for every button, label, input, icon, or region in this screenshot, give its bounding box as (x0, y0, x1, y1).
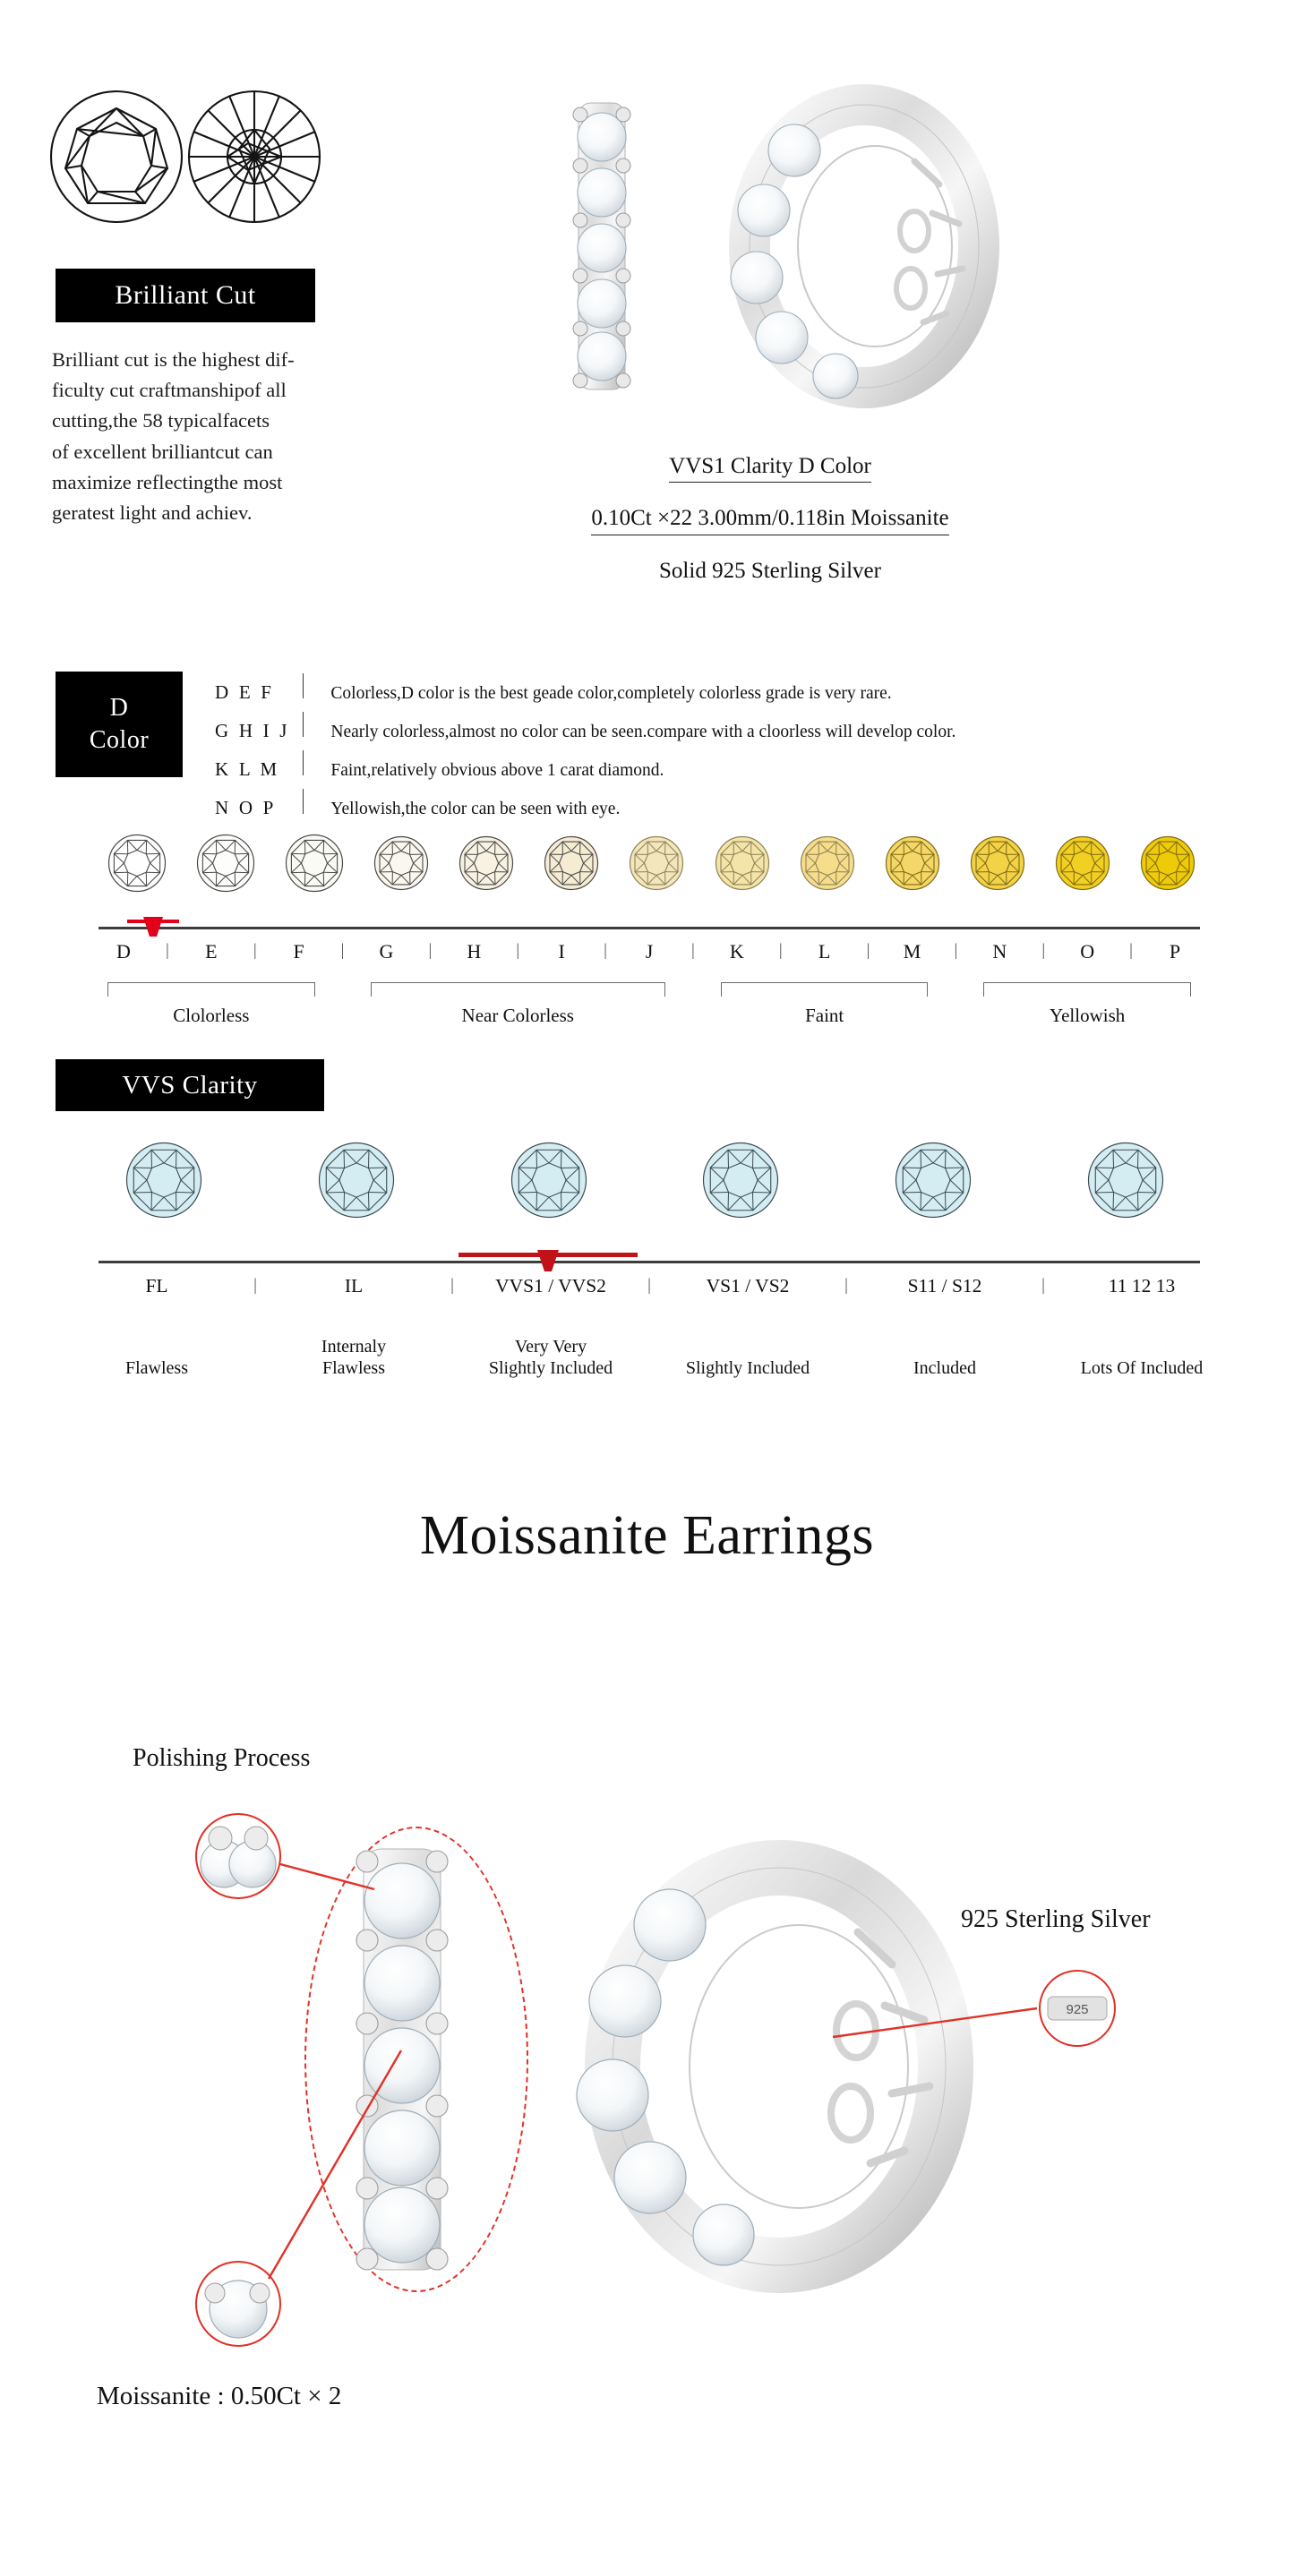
clarity-gem-swatch (895, 1142, 972, 1219)
color-grade-row (215, 750, 1254, 780)
color-scale-letter: M (903, 940, 921, 963)
color-scale-letter: F (293, 940, 304, 963)
color-category-brackets (99, 982, 1200, 1006)
clarity-scale-label: VS1 / VS2 (706, 1275, 790, 1297)
color-grade-code: N O P (215, 797, 277, 818)
clarity-scale-marker (458, 1248, 638, 1275)
brilliant-cut-banner-label: Brilliant Cut (115, 280, 256, 310)
clarity-scale-axis (99, 1261, 1200, 1263)
clarity-descriptions (99, 1336, 1204, 1399)
color-scale-letter: J (645, 940, 654, 963)
round-brilliant-cut-pavilion-view-icon (189, 91, 320, 222)
earring-hoop-view (731, 105, 979, 398)
color-scale-tick: | (253, 941, 257, 960)
color-grade-code: G H I J (215, 720, 290, 741)
callout-prong-detail-bottom (195, 2261, 281, 2347)
brilliant-cut-diagrams (47, 79, 324, 235)
detail-earring-hoop-view (573, 1844, 1003, 2288)
color-scale-tick: | (1129, 941, 1133, 960)
paragraph-line: ficulty cut craftmanshipof all (52, 379, 287, 402)
paragraph-line: of excellent brilliantcut can (52, 440, 273, 463)
color-scale-letter: H (467, 940, 482, 963)
d-color-banner-letter: D (109, 694, 129, 723)
color-gem-swatch (1140, 835, 1195, 891)
clarity-description: Very Very Slightly Included (488, 1337, 613, 1379)
color-scale-axis (99, 927, 1200, 929)
clarity-description: Flawless (125, 1358, 188, 1378)
color-scale-letter: G (379, 940, 394, 963)
color-scale-marker (127, 915, 179, 942)
color-scale-tick: | (340, 941, 345, 960)
color-category-labels (99, 1005, 1200, 1040)
d-color-banner-word: Color (89, 726, 150, 754)
color-grade-description: Faint,relatively obvious above 1 carat diamond. (330, 761, 664, 780)
color-gem-swatch (1055, 835, 1110, 891)
color-scale-letter: L (818, 940, 831, 963)
clarity-scale-tick: | (253, 1276, 257, 1295)
round-brilliant-cut-top-view-icon (51, 91, 182, 222)
color-gem-swatch (800, 835, 855, 891)
vvs-clarity-banner-label: VVS Clarity (122, 1070, 258, 1100)
color-scale-letter: D (116, 940, 131, 963)
svg-text:925: 925 (1066, 2002, 1089, 2017)
sterling-silver-label: 925 Sterling Silver (961, 1905, 1151, 1933)
color-grade-code: K L M (215, 758, 280, 780)
color-grade-row (215, 673, 1254, 703)
clarity-description: Slightly Included (685, 1358, 810, 1378)
color-scale-letter: O (1080, 940, 1095, 963)
brilliant-cut-banner (56, 269, 315, 322)
color-grade-divider (303, 789, 304, 814)
color-grade-description: Yellowish,the color can be seen with eye. (330, 800, 621, 818)
color-scale-tick: | (1041, 941, 1046, 960)
color-scale-tick: | (604, 941, 607, 960)
color-gem-swatch (373, 835, 429, 891)
color-gem-swatch (544, 835, 599, 891)
color-gem-swatch (715, 835, 770, 891)
callout-prong-detail-top (195, 1813, 281, 1899)
color-scale-letter: N (992, 940, 1007, 963)
color-category-label: Clolorless (173, 1005, 250, 1026)
color-scale-letter: K (729, 940, 744, 963)
clarity-scale-labels (99, 1275, 1200, 1311)
color-gem-swatches (107, 831, 1195, 895)
color-category-label: Near Colorless (461, 1005, 574, 1026)
color-scale-tick: | (866, 941, 870, 960)
color-category-bracket (371, 982, 666, 997)
color-grade-divider (303, 673, 304, 698)
color-scale-letter: P (1169, 940, 1181, 963)
vvs-clarity-banner (56, 1059, 324, 1111)
color-scale-tick: | (428, 941, 433, 960)
color-category-bracket (983, 982, 1191, 997)
detail-earring-side-view (337, 1840, 493, 2288)
bottom-caption: Moissanite : 0.50Ct × 2 (97, 2382, 342, 2410)
clarity-gem-swatch (125, 1142, 202, 1219)
clarity-scale-label: VVS1 / VVS2 (495, 1275, 606, 1297)
color-category-bracket (107, 982, 315, 997)
color-gem-swatch (629, 835, 684, 891)
paragraph-line: maximize reflectingthe most (52, 470, 283, 493)
clarity-gem-swatch (1087, 1142, 1164, 1219)
paragraph-line: Brilliant cut is the highest dif- (52, 348, 295, 371)
main-heading: Moissanite Earrings (419, 1505, 875, 1566)
spec-line-material: Solid 925 Sterling Silver (659, 558, 881, 583)
clarity-gem-swatch (510, 1142, 587, 1219)
clarity-scale-tick: | (647, 1276, 651, 1295)
color-scale-letters (99, 940, 1200, 976)
earring-side-view (573, 103, 630, 389)
color-gem-swatch (970, 835, 1025, 891)
color-grade-code: D E F (215, 681, 275, 703)
color-scale-tick: | (166, 941, 169, 960)
color-gem-swatch (285, 834, 344, 893)
color-gem-swatch (196, 834, 255, 893)
color-scale-tick: | (691, 941, 695, 960)
brilliant-cut-paragraph (52, 345, 321, 528)
color-gem-swatch (458, 835, 514, 891)
spec-line-clarity-color: VVS1 Clarity D Color (669, 452, 871, 483)
clarity-scale-tick: | (450, 1276, 454, 1295)
clarity-scale-tick: | (844, 1276, 848, 1295)
color-grade-description: Nearly colorless,almost no color can be seen.compare with a cloorless will develop color. (330, 723, 956, 741)
color-grade-row (215, 789, 1254, 816)
color-grade-table (215, 673, 1254, 827)
color-gem-swatch (107, 834, 167, 893)
clarity-scale-label: 11 12 13 (1108, 1275, 1176, 1297)
spec-line-carat-size: 0.10Ct ×22 3.00mm/0.118in Moissanite (591, 504, 948, 535)
color-grade-divider (303, 750, 304, 775)
polishing-process-label: Polishing Process (133, 1744, 311, 1772)
color-category-label: Yellowish (1050, 1005, 1126, 1026)
hero-earrings-photo (528, 67, 1012, 425)
callout-silver-stamp (1039, 1970, 1116, 2047)
color-grade-description: Colorless,D color is the best geade color,completely colorless grade is very rare. (330, 684, 892, 703)
color-category-label: Faint (805, 1005, 844, 1026)
clarity-scale-tick: | (1041, 1276, 1045, 1295)
clarity-scale-label: S11 / S12 (907, 1275, 982, 1297)
paragraph-line: cutting,the 58 typicalfacets (52, 409, 270, 432)
color-scale-tick: | (778, 941, 783, 960)
color-scale-letter: E (205, 940, 218, 963)
color-category-bracket (721, 982, 929, 997)
clarity-gem-swatch (318, 1142, 395, 1219)
paragraph-line: geratest light and achiev. (52, 501, 253, 524)
product-spec-list (501, 452, 1039, 608)
color-grade-row (215, 712, 1254, 739)
color-scale-tick: | (516, 941, 520, 960)
color-scale-letter: I (558, 940, 565, 963)
color-grade-divider (303, 712, 304, 737)
color-gem-swatch (885, 835, 940, 891)
clarity-scale-label: FL (145, 1275, 168, 1297)
d-color-banner (56, 672, 183, 777)
clarity-scale-label: IL (344, 1275, 364, 1297)
clarity-description: Lots Of Included (1080, 1358, 1204, 1378)
clarity-description: Included (913, 1358, 976, 1378)
color-scale-tick: | (954, 941, 958, 960)
clarity-description: Internaly Flawless (321, 1337, 387, 1379)
clarity-gem-swatches (125, 1137, 1164, 1222)
clarity-gem-swatch (702, 1142, 779, 1219)
